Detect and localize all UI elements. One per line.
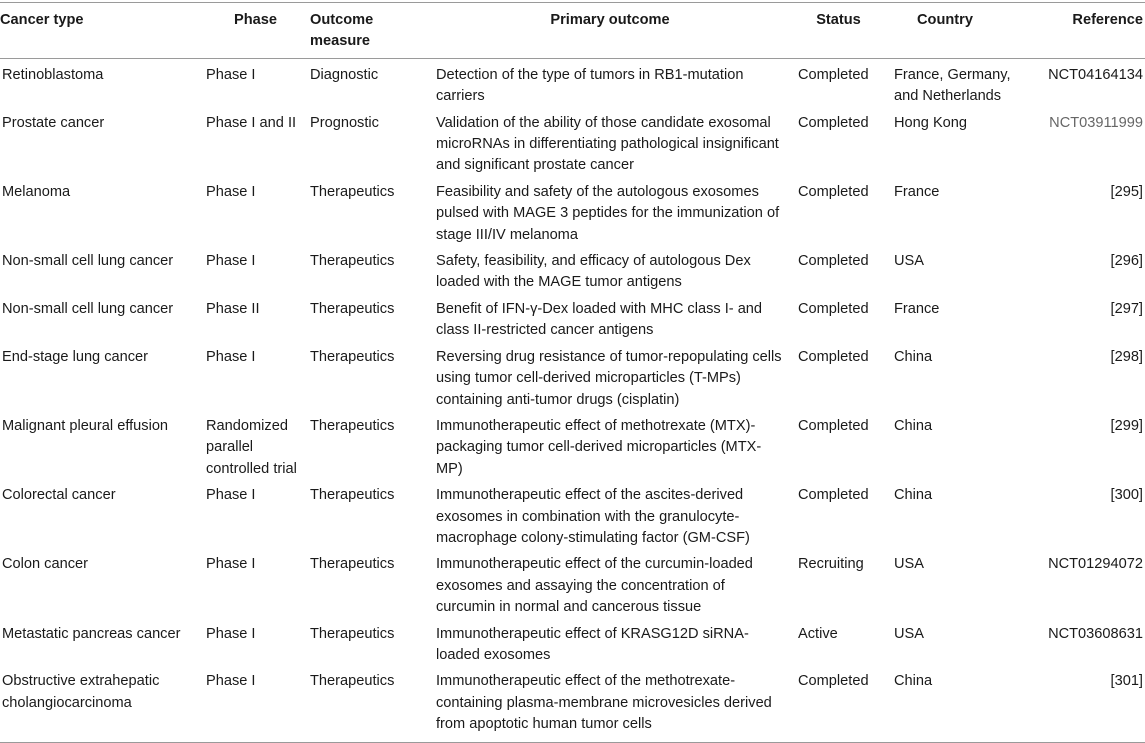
cell-outcome-measure: Therapeutics: [310, 183, 395, 200]
cell-phase: Phase I: [206, 625, 256, 642]
cell-status: Active: [798, 625, 838, 642]
cell-phase: Phase I: [206, 348, 256, 365]
cell-cancer-type: Prostate cancer: [2, 114, 105, 131]
cell-status: Completed: [798, 66, 869, 83]
header-row: [0, 3, 1145, 59]
cell-outcome-measure: Therapeutics: [310, 673, 395, 690]
cell-phase: Phase I: [206, 556, 256, 573]
cell-status: Recruiting: [798, 556, 864, 573]
cell-country: France: [894, 183, 940, 200]
cell-primary-outcome: Feasibility and safety of the autologous exosomes pulsed with MAGE 3 peptides for the immunization of stage III/IV melanoma: [436, 183, 780, 243]
cell-phase: Phase II: [206, 300, 260, 317]
cell-cancer-type: Non-small cell lung cancer: [2, 300, 174, 317]
cell-reference: [298]: [1110, 348, 1143, 365]
header-reference: Reference: [1072, 12, 1143, 28]
table-row: [0, 480, 1145, 549]
cell-reference: NCT03911999: [1049, 114, 1143, 131]
cell-phase: Phase I: [206, 183, 256, 200]
cell-status: Completed: [798, 300, 869, 317]
cell-reference: [299]: [1110, 417, 1143, 434]
cell-reference: [301]: [1110, 673, 1143, 690]
cell-reference: [300]: [1110, 487, 1143, 504]
cell-primary-outcome: Reversing drug resistance of tumor-repopulating cells using tumor cell-derived microparticles (T-MPs) containing anti-tumor drugs (cisplatin): [436, 348, 782, 408]
cell-country: China: [894, 348, 933, 365]
header-cancer-type: Cancer type: [0, 12, 84, 28]
header-country: Country: [917, 12, 973, 28]
cell-cancer-type: Obstructive extrahepatic cholangiocarcinoma: [2, 673, 160, 711]
cell-primary-outcome: Immunotherapeutic effect of KRASG12D siRNA-loaded exosomes: [436, 625, 749, 663]
cell-cancer-type: End-stage lung cancer: [2, 348, 149, 365]
cell-status: Completed: [798, 253, 869, 270]
table-row: [0, 619, 1145, 667]
table-row: [0, 246, 1145, 294]
cell-cancer-type: Retinoblastoma: [2, 66, 104, 83]
cell-country: USA: [894, 625, 925, 642]
cell-status: Completed: [798, 114, 869, 131]
cell-status: Completed: [798, 417, 869, 434]
cell-country: China: [894, 417, 933, 434]
cell-reference: NCT01294072: [1048, 556, 1143, 573]
cell-outcome-measure: Therapeutics: [310, 300, 395, 317]
cell-cancer-type: Colon cancer: [2, 556, 88, 573]
cell-phase: Randomized parallel controlled trial: [206, 417, 297, 477]
cell-primary-outcome: Safety, feasibility, and efficacy of autologous Dex loaded with the MAGE tumor antigens: [436, 253, 751, 291]
cell-status: Completed: [798, 487, 869, 504]
cell-phase: Phase I: [206, 253, 256, 270]
cell-country: USA: [894, 253, 925, 270]
cell-country: France: [894, 300, 940, 317]
cell-cancer-type: Malignant pleural effusion: [2, 417, 169, 434]
table-header: [0, 3, 1145, 59]
cell-outcome-measure: Prognostic: [310, 114, 379, 131]
cell-status: Completed: [798, 348, 869, 365]
cell-cancer-type: Metastatic pancreas cancer: [2, 625, 181, 642]
table-row: [0, 411, 1145, 480]
cell-outcome-measure: Therapeutics: [310, 417, 395, 434]
table-body: [0, 58, 1145, 742]
cell-status: Completed: [798, 183, 869, 200]
cell-phase: Phase I: [206, 66, 256, 83]
header-primary-outcome: Primary outcome: [550, 12, 670, 28]
table-row: [0, 177, 1145, 246]
cell-primary-outcome: Validation of the ability of those candidate exosomal microRNAs in differentiating pathological insignificant and significant prostate cancer: [436, 114, 779, 174]
cell-cancer-type: Non-small cell lung cancer: [2, 253, 174, 270]
table-row: [0, 108, 1145, 177]
cell-primary-outcome: Benefit of IFN-γ-Dex loaded with MHC class I- and class II-restricted cancer antigens: [436, 300, 763, 339]
cell-outcome-measure: Therapeutics: [310, 253, 395, 270]
cell-country: China: [894, 673, 933, 690]
cell-country: France, Germany, and Netherlands: [894, 66, 1011, 105]
cell-primary-outcome: Detection of the type of tumors in RB1-mutation carriers: [436, 66, 744, 105]
cell-primary-outcome: Immunotherapeutic effect of the ascites-derived exosomes in combination with the granulocyte-macrophage colony-stimulating factor (GM-CSF): [436, 487, 750, 546]
cell-reference: [295]: [1110, 183, 1143, 200]
cell-country: USA: [894, 556, 925, 573]
table-row: [0, 666, 1145, 742]
cell-reference: NCT04164134: [1048, 66, 1143, 83]
table-row: [0, 294, 1145, 342]
header-outcome-measure: Outcome measure: [310, 12, 374, 50]
cell-reference: NCT03608631: [1048, 625, 1143, 642]
cell-outcome-measure: Therapeutics: [310, 556, 395, 573]
cell-primary-outcome: Immunotherapeutic effect of the methotrexate-containing plasma-membrane microvesicles derived from apoptotic human tumor cells: [436, 673, 772, 733]
table-row: [0, 342, 1145, 411]
cell-outcome-measure: Therapeutics: [310, 348, 395, 365]
cell-country: China: [894, 487, 933, 504]
cell-outcome-measure: Therapeutics: [310, 625, 395, 642]
cell-primary-outcome: Immunotherapeutic effect of the curcumin-loaded exosomes and assaying the concentration of curcumin in normal and cancerous tissue: [436, 556, 753, 616]
cell-status: Completed: [798, 673, 869, 690]
cell-outcome-measure: Diagnostic: [310, 66, 379, 83]
cell-reference: [296]: [1110, 253, 1143, 270]
cell-cancer-type: Colorectal cancer: [2, 487, 116, 504]
cell-phase: Phase I: [206, 673, 256, 690]
cell-primary-outcome: Immunotherapeutic effect of methotrexate (MTX)-packaging tumor cell-derived microparticles (MTX-MP): [436, 417, 762, 477]
header-status: Status: [816, 12, 861, 28]
table-row: [0, 58, 1145, 107]
cell-outcome-measure: Therapeutics: [310, 487, 395, 504]
cell-cancer-type: Melanoma: [2, 183, 71, 200]
clinical-trials-table: [0, 2, 1145, 743]
cell-country: Hong Kong: [894, 114, 968, 131]
header-phase: Phase: [234, 12, 277, 28]
cell-phase: Phase I and II: [206, 114, 297, 131]
cell-phase: Phase I: [206, 487, 256, 504]
table-row: [0, 549, 1145, 618]
cell-reference: [297]: [1110, 300, 1143, 317]
